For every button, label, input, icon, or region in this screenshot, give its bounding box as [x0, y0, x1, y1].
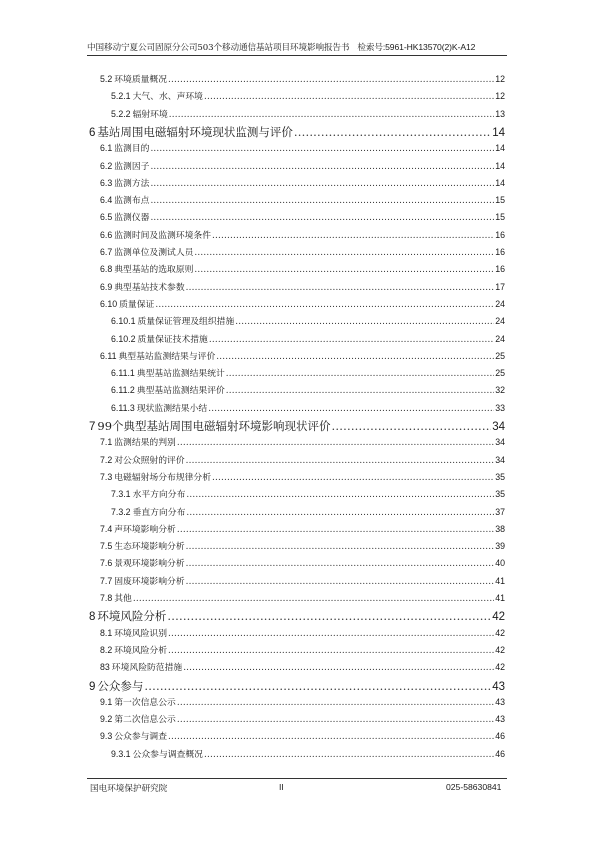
toc-entry-page: 46 [495, 748, 505, 759]
toc-dot-leader [186, 490, 494, 500]
toc-entry[interactable] [89, 418, 505, 434]
toc-entry-title: 环境风险分析 [114, 645, 168, 656]
toc-entry-page: 43 [495, 696, 505, 707]
toc-entry-page: 39 [495, 541, 505, 552]
toc-entry-page: 14 [495, 143, 505, 154]
toc-dot-leader [144, 679, 491, 693]
toc-dot-leader [186, 456, 495, 466]
toc-entry[interactable] [100, 210, 505, 223]
toc-dot-leader [150, 144, 494, 154]
toc-entry-number: 7.2 [100, 454, 113, 465]
toc-entry[interactable] [100, 712, 505, 725]
toc-entry[interactable] [111, 107, 505, 120]
toc-entry-title: 水平方向分布 [132, 490, 186, 501]
toc-entry-number: 7.6 [100, 558, 113, 569]
page-header [87, 41, 507, 53]
toc-dot-leader [294, 125, 491, 139]
toc-dot-leader [150, 179, 494, 189]
toc-entry-number: 6.11 [100, 350, 117, 361]
toc-entry-page: 16 [495, 264, 505, 275]
toc-entry[interactable] [89, 678, 505, 694]
toc-entry-title: 环境风险识别 [114, 628, 168, 639]
toc-entry-title: 典型基站监测结果统计 [136, 369, 225, 380]
toc-entry-number: 8 [89, 611, 96, 624]
toc-entry-page: 42 [495, 644, 505, 655]
toc-entry-title: 电磁辐射场分布规律分析 [114, 472, 212, 483]
toc-dot-leader [168, 732, 494, 742]
toc-entry-page: 34 [495, 454, 505, 465]
header-title: 中国移动宁夏公司固原分公司503个移动通信基站项目环境影响报告书 [87, 43, 350, 53]
toc-entry-number: 6.10.2 [111, 333, 136, 344]
toc-entry-number: 7.3.1 [111, 489, 131, 500]
toc-entry-page: 40 [495, 558, 505, 569]
toc-entry-page: 42 [495, 627, 505, 638]
toc-entry[interactable] [111, 487, 505, 500]
toc-entry-number: 6.11.3 [111, 402, 135, 413]
toc-entry-page: 12 [495, 74, 505, 84]
toc-entry-number: 5.2.2 [111, 108, 131, 119]
toc-dot-leader [194, 248, 494, 258]
footer-org: 国电环境保护研究院 [90, 784, 168, 794]
toc-dot-leader [208, 404, 494, 414]
toc-entry-title: 监测单位及测试人员 [114, 248, 194, 258]
toc-entry-page: 42 [495, 662, 505, 673]
toc-entry-title: 99个典型基站周围电磁辐射环境影响现状评价 [97, 419, 331, 433]
toc-dot-leader [212, 473, 494, 483]
toc-entry-title: 声环境影响分析 [114, 524, 176, 535]
toc-entry-page: 41 [495, 575, 505, 586]
toc-entry-number: 8.2 [100, 644, 113, 655]
toc-entry-title: 基站周围电磁辐射环境现状监测与评价 [97, 124, 293, 139]
toc-entry-page: 37 [495, 506, 505, 517]
toc-dot-leader [168, 75, 494, 85]
toc-entry-title: 公众参与 [97, 678, 144, 693]
toc-entry-page: 12 [495, 91, 505, 102]
toc-entry-page: 15 [495, 195, 505, 206]
toc-entry-page: 42 [492, 611, 505, 624]
toc-entry-title: 监测结果的判别 [114, 438, 176, 449]
toc-entry[interactable] [89, 608, 505, 624]
toc-entry[interactable] [100, 435, 505, 448]
toc-dot-leader [186, 283, 495, 293]
toc-entry-title: 监测因子 [114, 161, 150, 172]
toc-entry-page: 34 [492, 421, 505, 433]
toc-entry-number: 7.8 [100, 593, 113, 603]
toc-entry[interactable] [100, 141, 505, 154]
toc-entry[interactable] [100, 729, 505, 742]
toc-entry-number: 6.7 [100, 247, 113, 257]
toc-entry-number: 7.3 [100, 471, 113, 482]
toc-entry-number: 6.9 [100, 281, 113, 292]
toc-entry-title: 典型基站技术参数 [114, 282, 185, 293]
toc-entry-number: 5.2.1 [111, 91, 131, 102]
toc-dot-leader [186, 559, 495, 569]
toc-entry[interactable] [100, 159, 505, 172]
toc-entry-page: 16 [495, 247, 505, 257]
toc-entry-page: 16 [495, 229, 505, 240]
toc-dot-leader [150, 196, 494, 206]
toc-entry-title: 其他 [114, 594, 132, 604]
toc-entry-page: 38 [495, 523, 505, 534]
toc-entry-title: 典型基站监测结果与评价 [118, 351, 216, 362]
toc-entry-number: 9.3 [100, 731, 113, 742]
toc-dot-leader [235, 317, 494, 327]
toc-entry-title: 第二次信息公示 [114, 715, 176, 726]
toc-entry-number: 6.1 [100, 143, 113, 154]
toc-entry-number: 7.1 [100, 437, 113, 448]
toc-entry-title: 环境风险防范措施 [111, 663, 183, 674]
toc-entry[interactable] [100, 522, 505, 535]
toc-entry-title: 景观环境影响分析 [114, 559, 185, 570]
toc-dot-leader [186, 577, 495, 587]
toc-entry-number: 6.10.1 [111, 316, 136, 327]
toc-entry-number: 7 [89, 421, 96, 433]
toc-entry[interactable] [111, 366, 505, 379]
toc-entry-number: 9 [89, 680, 96, 693]
toc-entry-page: 14 [495, 177, 505, 188]
toc-entry-title: 环境质量概况 [114, 75, 168, 85]
toc-entry-title: 监测目的 [114, 144, 150, 155]
toc-entry-title: 固废环境影响分析 [114, 576, 185, 587]
toc-entry-title: 典型基站的选取原则 [114, 265, 194, 276]
toc-entry-number: 6.8 [100, 264, 113, 275]
toc-entry-page: 14 [495, 160, 505, 171]
footer-phone: 025-58630841 [446, 782, 502, 792]
toc-entry-title: 监测仪器 [114, 213, 150, 224]
toc-entry[interactable] [100, 72, 505, 85]
toc-entry[interactable] [111, 747, 505, 760]
toc-entry-number: 6.11.1 [111, 368, 135, 379]
toc-dot-leader [150, 162, 494, 172]
toc-entry-number: 6.6 [100, 229, 113, 240]
toc-entry-number: 6.11.2 [111, 385, 135, 396]
toc-entry-page: 17 [495, 281, 505, 292]
toc-dot-leader [212, 231, 494, 241]
toc-entry-page: 35 [495, 471, 505, 482]
toc-entry-number: 5.2 [100, 74, 113, 84]
toc-entry[interactable] [100, 262, 505, 275]
toc-entry-title: 现状监测结果小结 [136, 403, 208, 414]
toc-dot-leader [194, 265, 494, 275]
toc-entry[interactable] [100, 643, 505, 656]
toc-entry-title: 质量保证管理及组织措施 [137, 317, 235, 328]
toc-entry-page: 25 [495, 350, 505, 361]
toc-entry-page: 15 [495, 212, 505, 223]
toc-entry[interactable] [100, 574, 505, 587]
toc-dot-leader [168, 629, 494, 639]
toc-entry-page: 14 [492, 126, 505, 139]
toc-dot-leader [183, 663, 494, 673]
toc-entry-number: 8.1 [100, 627, 113, 638]
toc-dot-leader [168, 646, 494, 656]
toc-entry[interactable] [100, 297, 505, 310]
toc-dot-leader [186, 508, 494, 518]
toc-entry-title: 监测时间及监测环境条件 [114, 230, 212, 241]
toc-entry-page: 41 [495, 593, 505, 603]
toc-entry-title: 公众参与调查概况 [132, 749, 203, 760]
toc-dot-leader [155, 300, 494, 310]
toc-dot-leader [177, 715, 494, 725]
toc-dot-leader [177, 698, 494, 708]
toc-dot-leader [186, 542, 495, 552]
toc-dot-leader [332, 419, 492, 433]
toc-entry-page: 43 [495, 714, 505, 725]
toc-entry-page: 46 [495, 731, 505, 742]
toc-entry-number: 6.5 [100, 212, 113, 223]
toc-dot-leader [167, 609, 491, 623]
toc-dot-leader [169, 110, 494, 120]
toc-entry-number: 6.3 [100, 177, 113, 188]
toc-entry[interactable] [111, 89, 505, 102]
toc-entry-number: 7.4 [100, 523, 113, 534]
toc-entry-number: 7.3.2 [111, 506, 131, 517]
toc-entry-title: 公众参与调查 [114, 732, 168, 743]
toc-entry-title: 生态环境影响分析 [114, 542, 185, 553]
toc-entry[interactable] [100, 695, 505, 708]
toc-entry-title: 质量保证技术措施 [137, 334, 208, 345]
toc-entry-number: 7.7 [100, 575, 113, 586]
footer-page-number: II [279, 782, 284, 792]
toc-entry[interactable] [111, 383, 505, 396]
toc-entry-page: 33 [495, 402, 505, 413]
toc-entry-number: 6.2 [100, 160, 113, 171]
toc-entry[interactable] [100, 280, 505, 293]
toc-entry-number: 7.5 [100, 541, 113, 552]
toc-entry-title: 大气、水、声环境 [132, 92, 203, 103]
toc-dot-leader [177, 438, 494, 448]
toc-entry-title: 第一次信息公示 [114, 697, 176, 708]
toc-entry[interactable] [111, 505, 505, 518]
toc-entry-page: 34 [495, 437, 505, 448]
toc-entry-number: 9.2 [100, 714, 113, 725]
toc-entry-page: 35 [495, 489, 505, 500]
toc-dot-leader [216, 352, 494, 362]
toc-entry-page: 32 [495, 385, 505, 396]
toc-entry-page: 13 [495, 108, 505, 119]
toc-entry-title: 质量保证 [119, 299, 155, 310]
toc-dot-leader [204, 750, 494, 760]
toc-entry-title: 对公众照射的评价 [114, 455, 185, 466]
toc-entry-page: 25 [495, 368, 505, 379]
toc-entry[interactable] [100, 470, 505, 483]
toc-entry-title: 垂直方向分布 [132, 507, 186, 518]
toc-entry[interactable] [89, 124, 505, 140]
toc-entry-number: 83 [100, 662, 110, 673]
toc-entry-title: 辐射环境 [132, 109, 168, 120]
toc-entry[interactable] [100, 349, 505, 362]
toc-dot-leader [209, 335, 494, 345]
toc-dot-leader [204, 92, 494, 102]
toc-entry[interactable] [100, 176, 505, 189]
toc-entry-title: 监测方法 [114, 178, 150, 189]
toc-entry[interactable] [100, 228, 505, 241]
toc-entry-title: 环境风险分析 [97, 609, 167, 624]
toc-entry[interactable] [111, 314, 505, 327]
toc-dot-leader [226, 386, 494, 396]
toc-dot-leader [133, 594, 494, 604]
toc-entry-title: 典型基站监测结果评价 [136, 386, 225, 397]
toc-entry-title: 监测布点 [114, 196, 150, 207]
toc-entry[interactable] [100, 193, 505, 206]
header-rule [87, 55, 507, 56]
toc-entry-page: 24 [495, 298, 505, 309]
toc-entry[interactable] [111, 401, 505, 414]
toc-entry[interactable] [100, 556, 505, 569]
toc-dot-leader [177, 525, 494, 535]
toc-entry[interactable] [100, 245, 505, 258]
toc-dot-leader [150, 213, 494, 223]
toc-entry-number: 6.10 [100, 298, 118, 309]
header-code: 检索号:5961-HK13570(2)K-A12 [357, 42, 476, 52]
toc-entry[interactable] [111, 332, 505, 345]
toc-dot-leader [226, 369, 494, 379]
toc-entry-page: 43 [492, 680, 505, 693]
toc-entry[interactable] [100, 453, 505, 466]
toc-entry[interactable] [100, 539, 505, 552]
toc-entry-number: 6.4 [100, 195, 113, 206]
toc-entry-page: 24 [495, 316, 505, 327]
toc-entry-number: 9.1 [100, 696, 113, 707]
toc-entry[interactable] [100, 591, 505, 604]
toc-entry[interactable] [100, 626, 505, 639]
toc-entry[interactable] [100, 660, 505, 673]
toc-entry-number: 6 [89, 126, 96, 139]
footer-rule [87, 778, 507, 779]
toc-entry-number: 9.3.1 [111, 748, 131, 759]
toc-entry-page: 24 [495, 333, 505, 344]
